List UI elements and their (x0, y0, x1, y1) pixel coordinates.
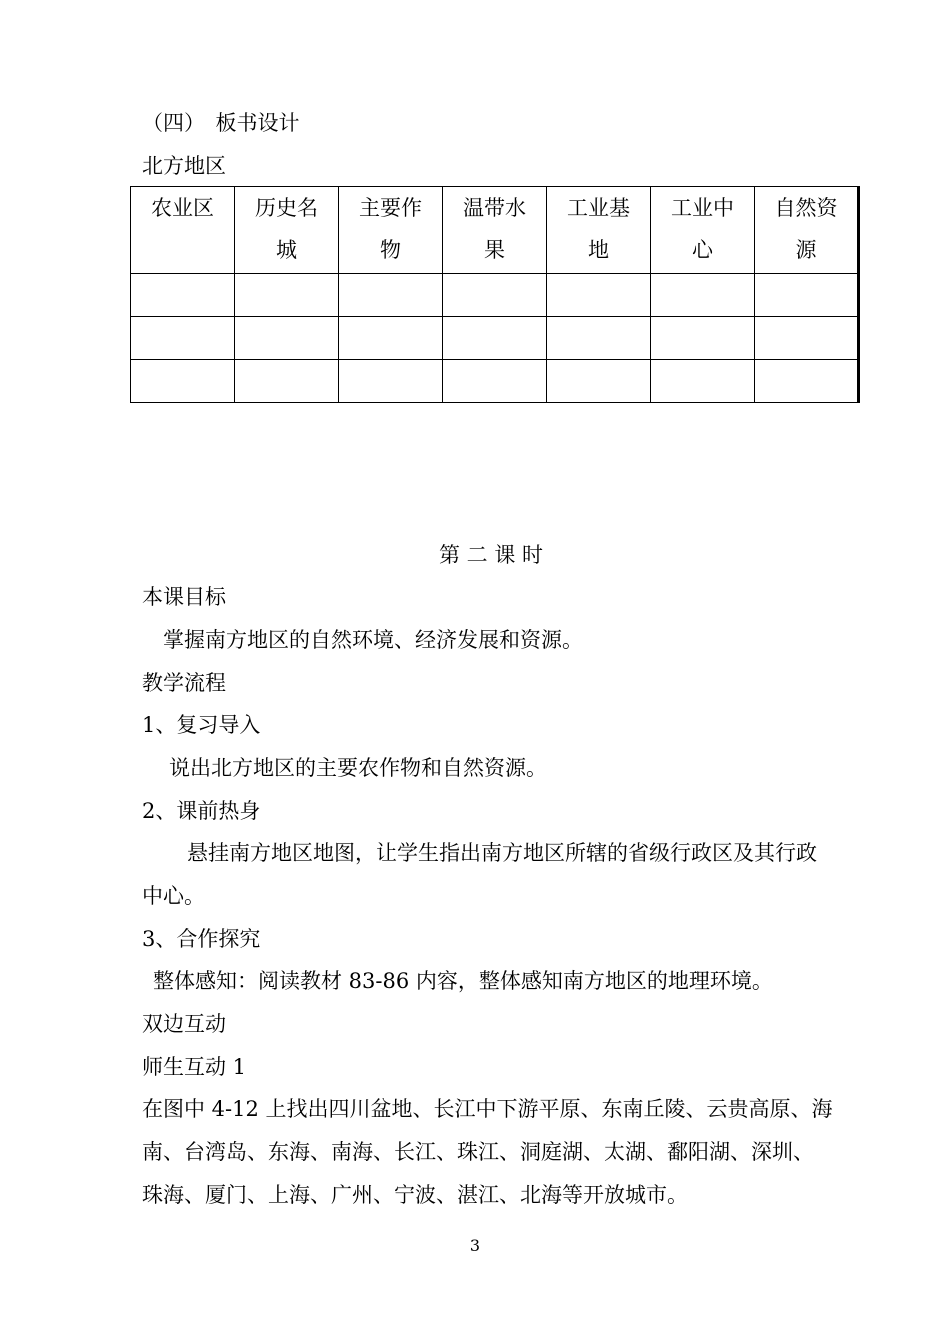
table-cell (443, 274, 547, 317)
page-number: 3 (469, 1236, 481, 1255)
table-cell (755, 360, 859, 403)
blackboard-design-table (130, 186, 860, 403)
step1-text: 说出北方地区的主要农作物和自然资源。 (169, 756, 547, 780)
region-label: 北方地区 (142, 154, 226, 178)
step2-text-line1: 悬挂南方地区地图，让学生指出南方地区所辖的省级行政区及其行政 (187, 841, 817, 865)
table-cell (651, 274, 755, 317)
table-cell (547, 360, 651, 403)
table-header-cell: 主要作物 (339, 187, 443, 274)
table-cell (443, 317, 547, 360)
table-header-cell: 工业基地 (547, 187, 651, 274)
table-cell (339, 317, 443, 360)
table-cell (131, 274, 235, 317)
goal-text: 掌握南方地区的自然环境、经济发展和资源。 (163, 628, 583, 652)
table-cell (131, 317, 235, 360)
table-header-cell: 农业区 (131, 187, 235, 274)
interaction-text-line3: 珠海、厦门、上海、广州、宁波、湛江、北海等开放城市。 (142, 1183, 688, 1207)
table-cell (547, 274, 651, 317)
table-row (131, 317, 859, 360)
flow-heading: 教学流程 (142, 671, 226, 695)
table-cell (339, 274, 443, 317)
table-cell (235, 274, 339, 317)
goal-heading: 本课目标 (142, 585, 226, 609)
table-header-cell: 温带水果 (443, 187, 547, 274)
table-cell (755, 317, 859, 360)
step3-heading: 3、合作探究 (142, 927, 261, 951)
table-cell (651, 317, 755, 360)
table-header-row (131, 187, 859, 274)
table-header-cell: 工业中心 (651, 187, 755, 274)
lesson-title: 第 二 课 时 (438, 543, 544, 567)
table-cell (235, 317, 339, 360)
table-cell (443, 360, 547, 403)
section-heading: （四） 板书设计 (142, 111, 300, 135)
table-cell (339, 360, 443, 403)
table-cell (547, 317, 651, 360)
table-cell (651, 360, 755, 403)
table-cell (235, 360, 339, 403)
step3-text: 整体感知：阅读教材 83-86 内容，整体感知南方地区的地理环境。 (153, 969, 773, 993)
step2-text-line2: 中心。 (142, 884, 205, 908)
interaction-subheading: 师生互动 1 (142, 1055, 247, 1079)
interaction-text-line2: 南、台湾岛、东海、南海、长江、珠江、洞庭湖、太湖、鄱阳湖、深圳、 (142, 1140, 814, 1164)
table-cell (131, 360, 235, 403)
table-row (131, 360, 859, 403)
table-header-cell: 自然资源 (755, 187, 859, 274)
interaction-heading: 双边互动 (142, 1012, 226, 1036)
table-cell (755, 274, 859, 317)
interaction-text-line1: 在图中 4-12 上找出四川盆地、长江中下游平原、东南丘陵、云贵高原、海 (142, 1097, 833, 1121)
table-row (131, 274, 859, 317)
table-header-cell: 历史名城 (235, 187, 339, 274)
step2-heading: 2、课前热身 (142, 799, 261, 823)
step1-heading: 1、复习导入 (142, 713, 261, 737)
